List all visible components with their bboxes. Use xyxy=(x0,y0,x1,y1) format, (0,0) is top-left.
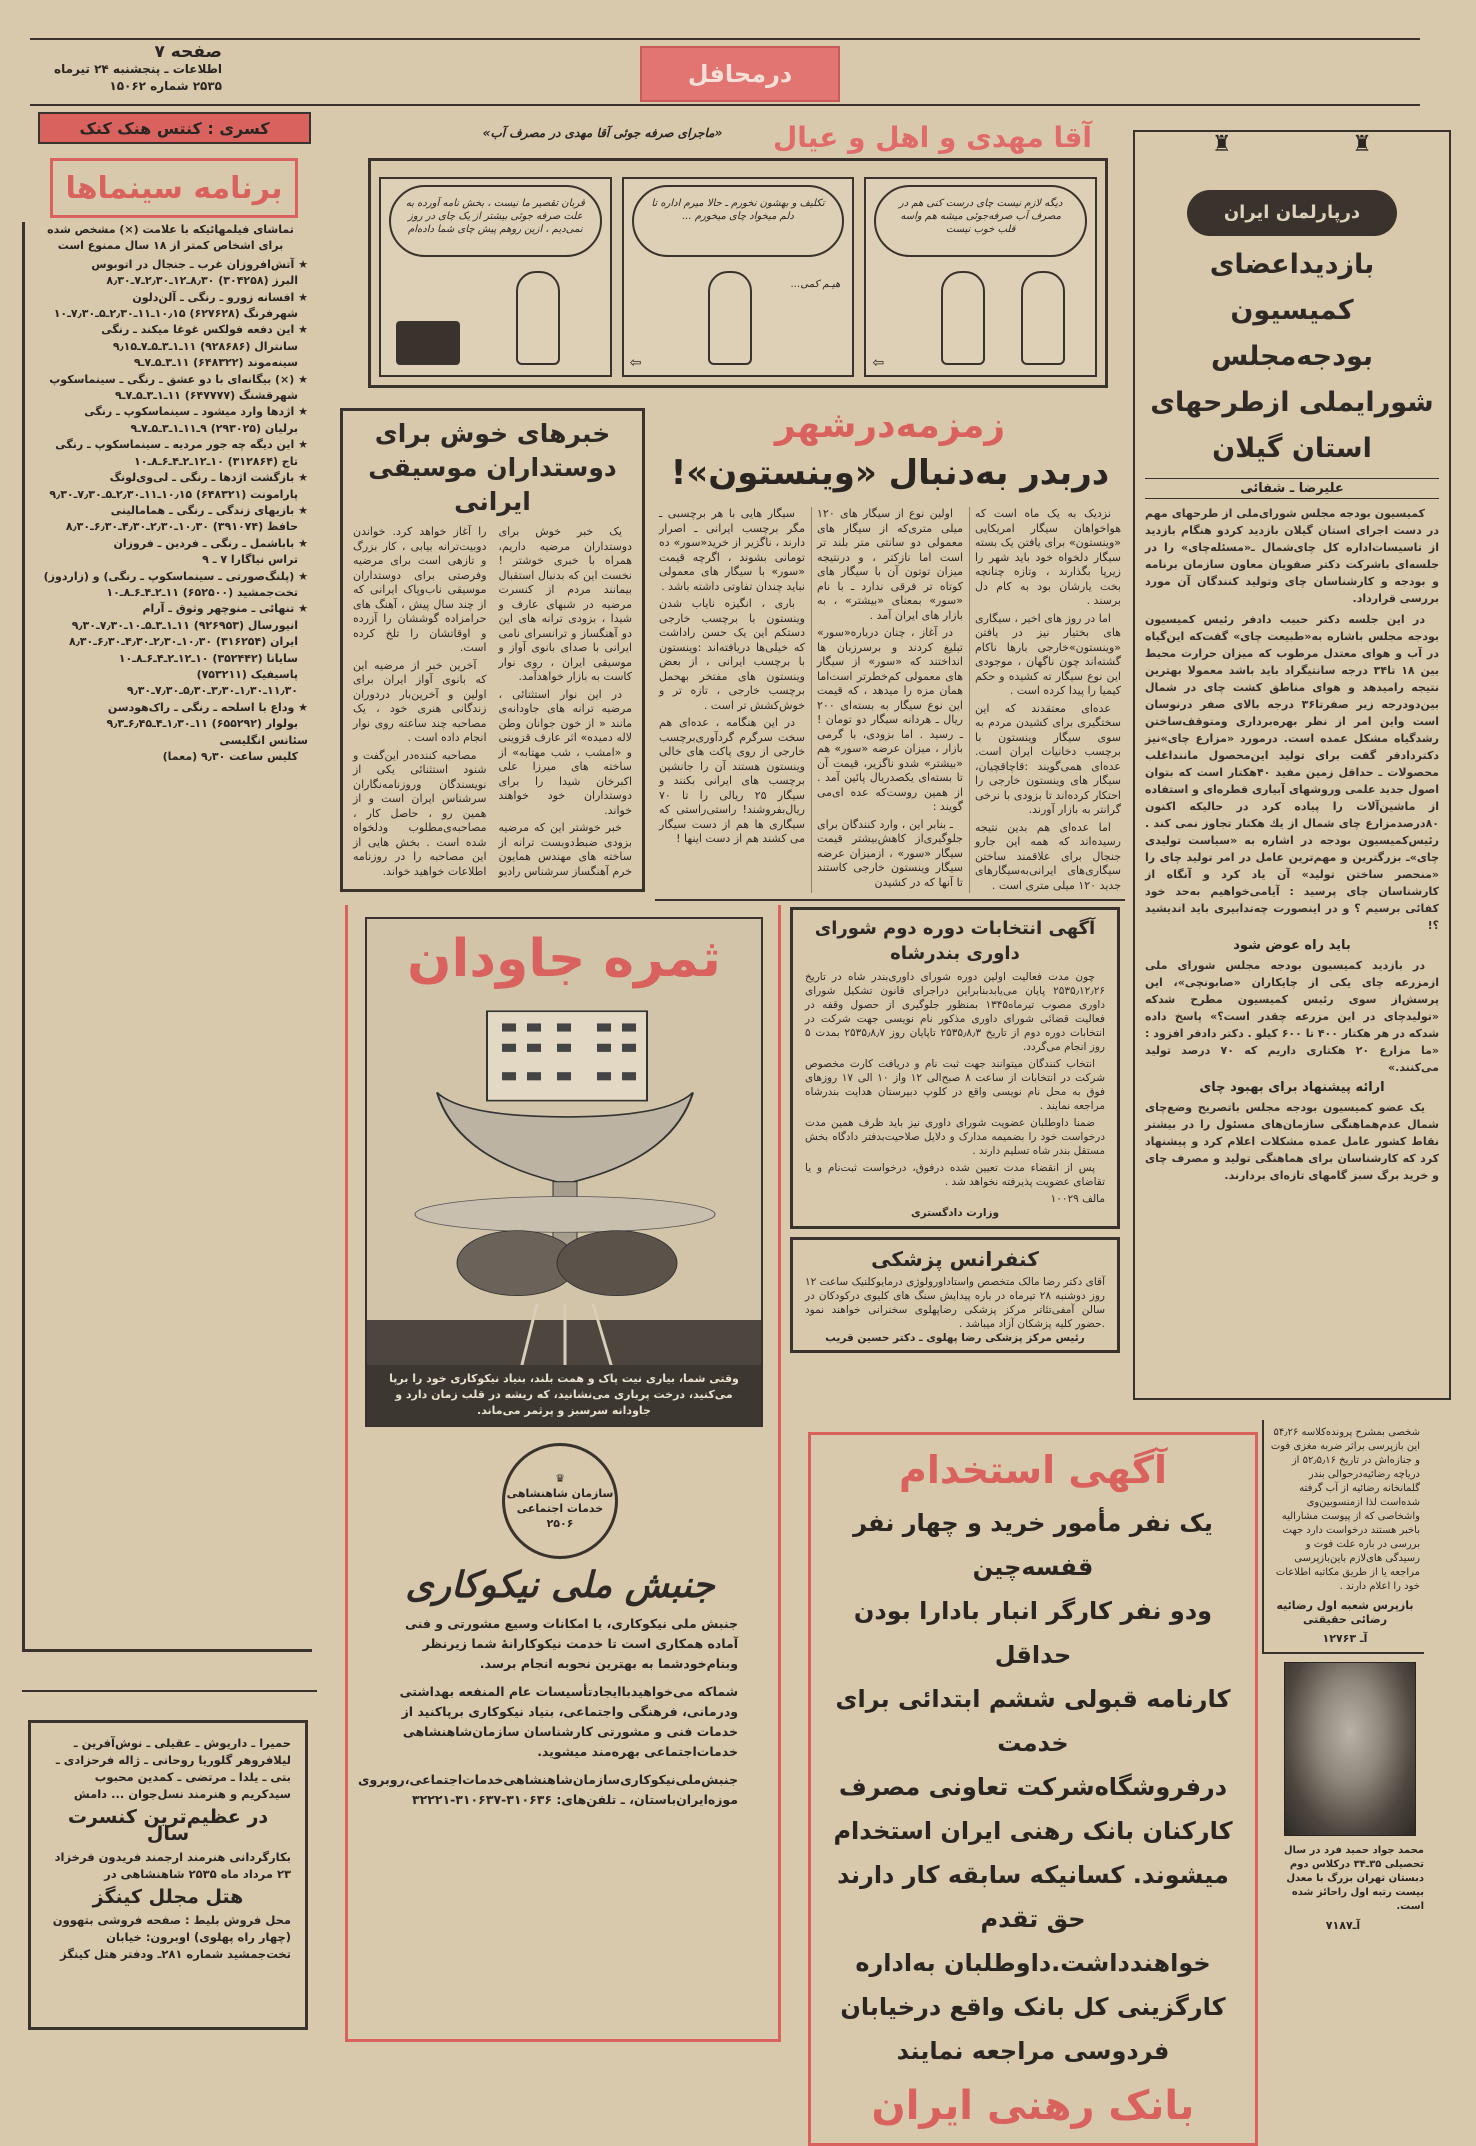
tree-ad-title: ثمره جاودان xyxy=(407,929,721,989)
film-title: ★ این دیگه چه جور مردیه ـ سینماسکوپ ـ رنگی xyxy=(55,438,308,452)
comic-subtitle: «ماجرای صرفه جوئی آقا مهدی در مصرف آب» xyxy=(482,126,723,140)
tree-hands-illustration xyxy=(367,995,763,1385)
speech-bubble: تکلیف و بهشون نخورم ـ حالا میرم اداره تا دلم میخواد چای میخورم ... xyxy=(632,185,845,257)
arrow-left-icon: ⇦ xyxy=(629,355,642,371)
showtimes: تخت‌جمشید (۶۵۲۵۰۰) ۱۱ـ۲ـ۴ـ۶ـ۸ـ۱۰ xyxy=(106,585,298,599)
whisper-article xyxy=(655,505,1125,895)
paragraph: باری ، انگیزه نایاب شدن وینستون با برچسب خارجی دستکم این یک حسن راداشت که خیلی‌ها دریافته‌اند :وینستون با برچسب ایرانی ، از بعض وینستون های مفتخر بهحمل برچسب خارجی ، تازه تر و خوش‌کشش تر است . xyxy=(659,597,805,712)
tree-ad-caption: وقتی شما، بیاری نیت پاک و همت بلند، بنیاد نیکوکاری خود را برپا می‌کنید، درخت پرباری می‌نشانید، که ریشه در قلب زمان دارد و جاودانه سرسبز و پرثمر می‌ماند. xyxy=(367,1365,761,1425)
parliament-headline: بازدیداعضای کمیسیون بودجه‌مجلس شورایملی ازطرحهای استان گیلان xyxy=(1150,249,1434,464)
comic-strip xyxy=(368,158,1108,388)
concert-ad xyxy=(28,1720,308,2030)
paragraph: در این هنگامه ، عده‌ای هم سخت سرگرم گردآوری‌برچسب خارجی از روی پاکت های خالی وینستون هستند آن را جانشین برچسب های ایرانی بکنند و سیگار ۲۵ ریالی را تا ۷۰ ریال‌بفروشند! راستی‌راستی که سیگاری ها هم از دست سیگار می کشند هم از دست اینها ! xyxy=(659,716,805,845)
paragraph: چون مدت فعالیت اولین دوره شورای داوری‌بندر شاه در تاریخ ۲۵۳۵٫۱۲٫۲۶ پایان می‌یابدبنابراین دراجرای قانون تشکیل شورای داوری مصوب تیرماه۱۳۴۵ بمنظور جلوگیری از حصول وقفه در فعالیت قضائی شورای داوری مذکور نام نویسی جهت شرکت در انتخابات دوره دوم از تاریخ ۲۵۳۵٫۸٫۳ تاپایان روز ۲۵۳۵٫۸٫۷ بمدت ۵ روز انجام می‌گردد. xyxy=(805,971,1105,1053)
comic-panel xyxy=(379,177,612,377)
speech-bubble: دیگه لازم نیست چای درست کنی هم در مصرف آب صرفه‌جوئی میشه هم واسه قلب خوب نیست xyxy=(874,185,1087,257)
paragraph: یک عضو کمیسیون بودجه مجلس باتصریح وضع‌چای شمال عدم‌هماهنگی سازمان‌های مسئول را در بیشتر نقاط کشور عامل عمده مشکلات اعلام کرد و پیشنهاد کرد که کارشناسان برای هماهنگی تولید و مصرف چای و خرید برگ سبز گامهای تازه‌ای بردارند. xyxy=(1145,1101,1439,1182)
right-bottom-stack xyxy=(1262,1420,1424,1933)
speech-bubble: قربان تقصیر ما نیست ، بخش نامه آورده به علت صرفه جوئی بیشتر از یک چای در روز نمی‌دیم ، ازین روهم پیش چای شما داده‌ام xyxy=(389,185,602,257)
man-figure xyxy=(708,271,752,365)
paragraph: کمیسیون بودجه مجلس شورای‌ملی از طرحهای مهم در دست اجرای استان گیلان بازدید کردو هنگام بازدید از تاسیسات‌اداره کل چای‌شمال ـ«مسئله‌چای» را در جلسه‌ای باشرکت دکتر صفویان معاون سازمان برنامه و بودجه و کارشناسان چای وتولید کنندگان آن‌ مورد بررسی قرارداد. xyxy=(1145,507,1439,605)
film-title: ★ (×) بیگانه‌ای با دو عشق ـ رنگی ـ سینماسکوپ xyxy=(49,372,308,386)
desk-shape xyxy=(396,321,460,365)
charity-contact: جنبش‌ملی‌نیکوکاری‌سازمان‌شاهنشاهی‌خدمات‌اجتماعی،روبروی موزه‌ایران‌باستان، ـ تلفن‌های: ۳۱۰۶۳۶-۳۱۰۶۳۷-۳۲۲۲۱ xyxy=(358,1772,738,1807)
charity-title: جنبش ملی نیکوکاری xyxy=(405,1565,715,1606)
showtimes: بولوار (۶۵۵۲۹۲) ۱۱ـ۱٫۳۰ـ۴ـ۶٫۴۵ـ۹٫۳ xyxy=(106,717,298,731)
film-title: ★ افسانه زورو ـ رنگی ـ آلن‌دلون xyxy=(132,290,308,304)
paragraph: اما عده‌ای هم بدین نتیجه رسیده‌اند که همه این جارو جنجال برای علاقمند ساختن سیگاری‌های ایرانی‌به‌سیگارهای جدید ۱۲۰ میلی متری است . xyxy=(975,820,1121,892)
paragraph: یک خبر خوش برای دوستداران مرضیه داریم، همراه با خبری خوشتر ! نخست این که بدنبال استقبال بیمانند مردم از کنسرت مرضیه در شبهای عارف و شیدا ، بزودی ترانه های این دو آهنگساز و ترانسرای نامی ایرانی با صدای بانوی آواز و موسیقی ایران ، روی نوار کاست به بازار خواهدآمد. xyxy=(498,525,632,683)
concert-venue: هتل مجلل کینگز xyxy=(92,1886,244,1908)
medical-conference-notice xyxy=(790,1237,1120,1353)
divider xyxy=(1262,1654,1424,1662)
cloud-shape xyxy=(415,1197,715,1233)
author-byline: علیرضا ـ شفائی xyxy=(1145,478,1439,499)
bank-name: بانک رهنی ایران xyxy=(871,2083,1195,2129)
paragraph: پس از انقضاء مدت تعیین شده درفوق، درخواست ثبت‌نام و یا تقاضای عضویت پذیرفته نخواهد شد . xyxy=(805,1162,1105,1188)
cinema-program-title: برنامه سینماها xyxy=(50,158,298,218)
cinema-items xyxy=(33,257,308,766)
notice-text: شخصی بمشرح پرونده‌کلاسه ۵۴٫۲۶ این بازپرسی براثر ضربه مغزی فوت و جنازه‌اش در تاریخ ۵۲٫۵٫۱۶ از دریاچه رضائیه‌درحوالی بندر گلمانخانه رضائیه از آب گرفته شده‌است لذا ازمنسوبین‌وی واشخاصی که از پیوست مشارالیه باخبر هستند درخواست دارد جهت بررسی در باره علت فوت و رسیدگی های‌لازم باین‌بازپرسی مراجعه یا از طریق مکاتبه اطلاعات خود را اعلام دارند . xyxy=(1270,1427,1420,1592)
film-title: ★ بازگشت اژدها ـ رنگی ـ لی‌وی‌لونگ xyxy=(109,471,308,485)
issue-line: ۲۵۳۵ شماره ۱۵۰۶۲ xyxy=(109,79,222,93)
showtimes: البرز (۳۰۴۲۵۸) ۸٫۳۰ـ۱۲ـ۲٫۳۰ـ۷ـ۸٫۳۰ xyxy=(106,274,298,288)
music-headline: خبرهای خوش برای دوستداران موسیقی ایرانی xyxy=(368,419,617,516)
music-article xyxy=(340,408,645,892)
man-figure xyxy=(941,271,985,365)
date-line: اطلاعات ـ پنجشنبه ۲۴ تیرماه xyxy=(54,62,222,76)
paragraph: ـ بنابر این ، وارد کنندگان برای جلوگیری‌از کاهش‌بیشتر قیمت سیگار «سور» ، ازمیزان عرضه سیگار وینستون خارجی کاستند تا آنها که در کشیدن xyxy=(817,817,963,889)
film-title: ★ تنهائی ـ منوچهر وثوق ـ آرام xyxy=(142,602,308,616)
paragraph: سیگار هایی با هر برچسبی ـ مگر برچسب ایرانی ـ اصرار دارند ، ناگزیر از خرید«سور» ده تومانی بشوند ، اگرچه قیمت «سور» با سیگار های معمولی نباید چندان تفاوتی داشته باشد . xyxy=(659,507,805,593)
paragraph: در بازدید کمیسیون بودجه مجلس شورای ملی ازمزرعه چای یکی از چایکاران «صابونچی»، این پرسش‌از سوی رئیس کمیسیون مطرح شد‌که «تولید‌چای در این مزرعه چقدر است؟» پاسخ داده شد‌که در هر هکتار ۴۰۰ تا ۶۰۰ کیلو . دکتر دادفر افزود : «ما مزارع ۲۰ هکتاری داریم که ۷۰ درصد تولید می‌کنند.» xyxy=(1145,959,1440,1074)
conference-title: کنفرانس پزشکی xyxy=(871,1247,1039,1271)
election-notice xyxy=(790,907,1120,1229)
concert-artists: حمیرا ـ داریوش ـ عقیلی ـ نوش‌آفرین ـ لیلافروهر گلوریا روحانی ـ ژاله فرحزادی ـ بتی ـ یلدا ـ مرتضی ـ کمدین محبوب سیدکریم و هنرمند نسل‌جوان ... دامش xyxy=(55,1736,291,1801)
film-title: ★ (پلنگ‌صورتی ـ سینماسکوپ ـ رنگی) و (زاردوز) xyxy=(43,569,308,583)
paragraph: اما در روز های اخیر ، سیگاری های بختیار نیز در یافتن «وینستون»خارجی بارها ناکام گشته‌اند چون ناگهان ، موجودی این نوع سیگار ته کشیده و حکم کیمیا را پیدا کرده است . xyxy=(975,611,1121,697)
job-ad-line: کارکنان بانک رهنی ایران استخدام xyxy=(833,1817,1233,1845)
clerk-figure xyxy=(516,271,560,365)
divider xyxy=(22,1690,317,1692)
election-signature: وزارت دادگستری xyxy=(910,1207,1000,1219)
cinema-listing xyxy=(22,222,312,1652)
hands-shape xyxy=(437,1093,693,1182)
film-title: ★ اژدها وارد میشود ـ سینماسکوپ ـ رنگی xyxy=(84,405,308,419)
emblem-text: ۲۵۰۶ xyxy=(546,1517,574,1530)
lion-statue-icon: ♜ xyxy=(1212,132,1232,157)
subheading: ارائه پیشنهاد برای بهبود چای xyxy=(1199,1080,1385,1095)
conference-signature: رئیس مرکز پزشکی رضا پهلوی ـ دکتر حسین قریب xyxy=(825,1332,1085,1344)
film-title: ★ باباشمل ـ رنگی ـ فردین ـ فروزان xyxy=(113,536,308,550)
paragraph: در این جلسه دکتر حبیب دادفر رئیس کمیسیون بودجه مجلس باشاره به«طبیعت چای» گفت‌که این‌گیاه در آب و هوای معتدل مرطوب که میزان حرارت محیط بین ۱۸ تا۳۴ درجه سانتیگراد باید باشد معمولا بهترین نتیجه رامیدهد و هوای مناطق کشت چای در شمال بین‌دودرجه زیر صفرتا۳۶ درجه بالای صفر درنوسان است واین امر از نظر بهره‌برداری ومتوقف‌ساختن رشدگیاه مشکل عمده است. درمورد «مزارع چای»نیز دکتردادفر گفت برای تولید این‌محصول مانندا‌غلب محصولات ـ حداقل زمین مفید ۴۰هکتار است که بتوان اصول جدید علمی وروشهای آبیاری قطره‌ای و استفاده از ماشین‌آلات را پیاده کرد در حالیکه اکنون ۸۰درصدمزارع چای شمال از یك هکتار تجاوز نمی کند . رئیس‌کمیسیون بودجه‌ در اشاره به «سیاست تولیدی چای»ـ بزرگترین و مهم‌ترین عامل در امر تولید چای را «منحصر ساختن تولید» آن یاد کرد و آنگاه از کارشناسان چای پرسید : آیامی‌خواهیم به‌حد خود کفائی برسیم ؟ و در اینصورت چه‌تدابیری باید اندیشید ؟! xyxy=(1145,613,1439,932)
showtimes: شهرقشنگ (۶۴۷۷۷۷) ۱۱ـ۱ـ۳ـ۵ـ۷ـ۹ xyxy=(115,389,298,403)
showtimes: کلیس ساعت ۹٫۳۰ (معما) xyxy=(162,750,298,763)
whisper-headline: دربدر به‌دنبال «وینستون»! xyxy=(670,453,1110,493)
crown-icon: ♛ xyxy=(555,1472,565,1485)
whisper-kicker: زمزمه‌درشهر xyxy=(774,405,1006,446)
woman-figure xyxy=(1021,271,1065,365)
parliament-logo: درپارلمان ایران xyxy=(1187,190,1397,236)
comic-panel xyxy=(622,177,855,377)
showtimes: حافظ (۳۹۱۰۷۴) ۱۰٫۳۰ـ۲٫۳۰ـ۴٫۳۰ـ۶٫۳۰ـ۸٫۳۰ xyxy=(65,520,298,534)
showtimes: پاسیفیک (۷۵۳۲۱۱) ۱۱٫۳۰ـ۱٫۳۰ـ۳٫۳۰ـ۵٫۳۰ـ۷٫۳۰ـ۹٫۳۰ xyxy=(126,667,298,698)
showtimes: سایانا (۳۵۲۴۴۲) ۱۰ـ۱۲ـ۲ـ۴ـ۶ـ۸ـ۱۰ xyxy=(118,651,298,665)
paragraph: در این نوار استثنائی ، مرضیه ترانه های جاودانه‌ی مانند « از خون جوانان وطن لاله دمیده» اثر عارف قزوینی و «امشب ، شب مهتابه» از ساخته های میرزا علی اکبرخان شیدا را برای دوستداران خود خواهند خواند. xyxy=(498,687,632,817)
job-ad xyxy=(808,1432,1258,2146)
imperial-emblem xyxy=(502,1443,618,1559)
election-title: آگهی انتخابات دوره دوم شورای داوری بندرشاه xyxy=(814,918,1096,964)
emblem-text: سازمان شاهنشاهی xyxy=(506,1487,614,1500)
showtimes: تاج (۳۱۲۸۶۴) ۱۰ـ۱۲ـ۲ـ۴ـ۶ـ۸ـ۱۰ xyxy=(134,454,298,468)
showtimes: سانترال (۹۲۸۶۸۶) ۱۱ـ۱ـ۳ـ۵ـ۷ـ۹٫۱۵ xyxy=(112,339,298,353)
showtimes: تراس نیاگارا ۷ ـ ۹ xyxy=(202,553,298,567)
showtimes: پارامونت (۶۴۸۳۲۱) ۱۰٫۱۵ـ۱۱ـ۲٫۳۰ـ۵ـ۷٫۳۰ـ۹٫۳۰ xyxy=(49,487,298,501)
sound-text: هیـم کمی... xyxy=(790,279,841,290)
job-ad-line: یک نفر مأمور خرید و چهار نفر قفسه‌چین xyxy=(853,1509,1213,1581)
film-title: ★ بازیهای زندگی ـ رنگی ـ همامالینی xyxy=(110,503,308,517)
charity-movement-ad xyxy=(360,1437,760,1818)
film-title: سئانس انگلیسی xyxy=(219,733,308,747)
tree-ad xyxy=(365,917,763,1427)
photo-caption xyxy=(1262,1844,1424,1933)
concert-headline: در عظیم‌ترین کنسرت سال xyxy=(67,1806,269,1845)
arrow-left-icon: ⇦ xyxy=(872,355,885,371)
paragraph: شماکه می‌خواهید‌باایجاد‌تأسیسات عام المنفعه بهداشتی ودرمانی، فرهنگی واجتماعی، بنیاد نیکوکاری برپاکنید از خدمات فنی و مشورتی کارشناسان سازمان‌شاهنشاهی خدمات‌اجتماعی بهره‌مند میشوید. xyxy=(399,1684,738,1759)
job-ad-line: فردوسی مراجعه نمایند xyxy=(896,2037,1170,2065)
age-restriction-note: تماشای فیلمهائیکه با علامت (×) مشخص شده برای اشخاص کمتر از ۱۸ سال ممنوع است xyxy=(47,223,294,253)
concert-tickets: محل فروش بلیط : صفحه فروشی بتهوون (چهار راه پهلوی) اوبرون: خیابان تخت‌جمشید شماره ۲۸۱ـ ودفتر هتل کینگز xyxy=(52,1913,291,1961)
divider xyxy=(655,899,1125,901)
showtimes: انیورسال (۹۲۶۹۵۳) ۱۱ـ۱ـ۳ـ۵ـ۱۰ـ۷٫۳۰ـ۹٫۳۰ xyxy=(71,618,298,632)
investigation-notice xyxy=(1262,1420,1424,1654)
paragraph: ضمنا داوطلبان عضویت شورای داوری نیز باید ظرف همین مدت درخواست خود را بضمیمه مدارک و دلایل صلاحیت‌بدفتر دادگاه بخش مستقل بندر شاه تسلیم دارند . xyxy=(805,1117,1105,1157)
job-ad-line: کارنامه قبولی ششم ابتدائی برای خدمت xyxy=(835,1685,1231,1757)
paragraph: آخرین خبر از مرضیه این که بانوی آواز ایران برای اولین و آخرین‌بار دردوران زندگانی هنری خود ، یک مصاحبه چند ساعته روی نوار انجام داده است . xyxy=(353,658,487,744)
page-info xyxy=(32,44,222,95)
job-ad-line: میشوند. کسانیکه سابقه کار دارند حق تقدم xyxy=(837,1861,1229,1933)
showtimes: سینه‌موند (۶۴۸۳۲۲) ۱۱ـ۳ـ۵ـ۷ـ۹ xyxy=(133,356,298,370)
emblem-text: خدمات اجتماعی xyxy=(516,1502,604,1515)
concert-details: بکارگردانی هنرمند ارجمند فریدون فرخزاد ۲۳ مرداد ماه ۲۵۳۵ شاهنشاهی در xyxy=(54,1850,291,1881)
page-number: صفحه ۷ xyxy=(154,42,222,62)
job-ad-line: کارگزینی کل بانک واقع درخیابان xyxy=(840,1993,1226,2021)
election-ref: مالف ۱۰۰۲۹ xyxy=(1050,1193,1105,1205)
parliament-crest xyxy=(1212,132,1372,160)
paragraph: در آغاز ، چنان درباره‌«سور» تبلیغ کردند و برسرزبان ها انداختند که «سور» از سیگار های معمولی کم‌خطرتر است‌اما همان مزه را میدهد ، که قیمت این نوع سیگار به بسته‌ای ۲۰۰ ریال ـ هردانه سیگار دو تومان ! ـ رسید . اما بزودی، با گرمی بازار ، میزان عرضه «سور» هم «بیشتر» شدو ناگزیر، قیمت آن تا بسته‌ای یکصدریال پائین آمد . از همین روست‌که عده ای‌می گویند : xyxy=(817,626,963,813)
caption-ref: آـ۷۱۸۷ xyxy=(1325,1919,1361,1932)
section-tag: درمحافل xyxy=(640,46,840,102)
showtimes: شهرفرنگ (۶۲۷۶۲۸) ۱۰٫۱۵ـ۱۱ـ۲٫۳۰ـ۵ـ۷٫۳۰ـ۱۰ xyxy=(53,307,298,321)
film-title: ★ این دفعه فولکس غوغا میکند ـ رنگی xyxy=(101,323,308,337)
paragraph: انتخاب کنندگان میتوانند جهت ثبت نام و دریافت کارت مخصوص شرکت در انتخابات از ساعت ۸ صبح‌الی ۱۲ واز ۱۰ الی ۱۷ روزهای فوق به محل نام نویسی واقع در کلوپ دبیرستان هدایت بندرشاه مراجعه نمایند . xyxy=(805,1058,1106,1112)
paragraph: خبر خوشتر این که مرضیه بزودی ضبط‌دوبست ترانه از ساخته های مهندس همایون خرم آهنگساز سر‌شناس رادیو را آغاز خواهد کرد. خواندن دوبیت‌ترانه بیابی ، کار بزرگ و تازهی است برای مرضیه وفرصتی برای دوستداران موسیقی ناب‌وپاک ایرانی که از چند سال پیش ، آهنگ های حرامزاده گوششان را آزرده و اوقاتشان را تلخ کرده است. xyxy=(353,525,632,878)
caption-text: محمد جواد حمید فرد در سال تحصیلی ۳۵ـ۳۴ درکلاس دوم دبستان تهران بزرگ با معدل بیست رتبه اول راحائز شده است. xyxy=(1283,1845,1424,1912)
film-title: ★ وداع با اسلحه ـ رنگی ـ راک‌هودسن xyxy=(107,700,308,714)
subheading: باید راه عوض شود xyxy=(1233,938,1351,953)
job-ad-line: ودو نفر کارگر انبار بادارا بودن حداقل xyxy=(853,1597,1213,1669)
paragraph: نزدیک به یک ماه است که هواخواهان سیگار امریکایی «وینستون» برای یافتن یک بسته سیگار دلخواه خود باید شهر را زیرپا بگذارند ، وتازه چنانچه بخت یارشان بود به کام دل برسند . xyxy=(975,507,1121,607)
job-ad-line: درفروشگاه‌شرکت تعاونی مصرف xyxy=(838,1773,1228,1801)
paragraph: جنبش ملی نیکوکاری، با امکانات وسیع مشورتی و فنی آماده همکاری است تا خدمت نیکوکارانهٔ شما زیرنظر وبنام‌خودشما به بهترین نحوبه انجام برسد. xyxy=(404,1616,738,1671)
paragraph: عده‌ای معتقدند که این سختگیری برای کشیدن مردم به سوی سیگار وینستون با برچسب دخانیات ایران است. عده‌ای همی‌گویند :قاچاقچیان، سیگار های وینستون خارجی را احتکار کرده‌اند تا بزودی با نرخی گرانتر به بازار آورند. xyxy=(975,701,1121,816)
paragraph: مصاحبه کننده‌در این‌گفت و شنود استثنائی یکی از نویسندگان وروزنامه‌نگاران سرشناس ایران است و از همین رو ، حاصل کار ، مصاحبه‌ی‌مطلوب ودلخواه شده است . بخش هایی از این مصاحبه را در روزنامه اطلاعات خواهید خواند. xyxy=(353,748,487,878)
kasra-banner: کسری : کنتس هنک کنک xyxy=(38,112,311,144)
parliament-article xyxy=(1133,130,1451,1400)
notice-ref: آـ ۱۲۷۶۳ xyxy=(1322,1632,1368,1645)
job-ad-line: خواهندداشت.داوطلبان به‌اداره xyxy=(855,1949,1211,1977)
film-title: ★ آتش‌افروزان غرب ـ جنجال در اتوبوس xyxy=(91,257,308,271)
leaf-shape xyxy=(557,1231,677,1296)
conference-text: آقای دکتر رضا مالک متخصص واستاداورولوژی درمایوکلنیک ساعت ۱۲ روز دوشنبه ۲۸ تیرماه در باره پیدایش سنگ های کلیوی درکودکان در سالن آمفی‌تئاتر مرکز پزشکی رضاپهلوی سخنرانی خواهند نمود .حضور کلیه پزشکان آزاد میباشد . xyxy=(805,1276,1105,1330)
comic-panel xyxy=(864,177,1097,377)
showtimes: ایران (۳۱۶۲۵۴) ۱۰٫۳۰ـ۲٫۳۰ـ۴٫۳۰ـ۶٫۳۰ـ۸٫۳۰ xyxy=(68,635,298,649)
child-portrait-photo xyxy=(1284,1662,1416,1836)
paragraph: اولین نوع از سیگار های ۱۲۰ میلی متری‌که از سیگار های معمولی دو سانتی متر بلند تر است اما نازکتر ، و درنتیجه میزان توتون آن با سیگار های کوتاه تر فرقی ندارد ـ با نام «سور» بمعنای «بیشتر» ، به بازار های ایران آمد . xyxy=(817,507,963,622)
lion-statue-icon: ♜ xyxy=(1352,132,1372,157)
showtimes: برلیان (۲۹۳۰۲۵) ۹ـ۱۱ـ۱ـ۳ـ۵ـ۷ـ۹ xyxy=(130,421,298,435)
job-ad-title: آگهی استخدام xyxy=(898,1448,1167,1492)
notice-signature: بازپرس شعبه اول رضائیه رضائی حقیقتی xyxy=(1276,1599,1414,1626)
comic-title: آقا مهدی و اهل و عیال xyxy=(772,121,1093,154)
